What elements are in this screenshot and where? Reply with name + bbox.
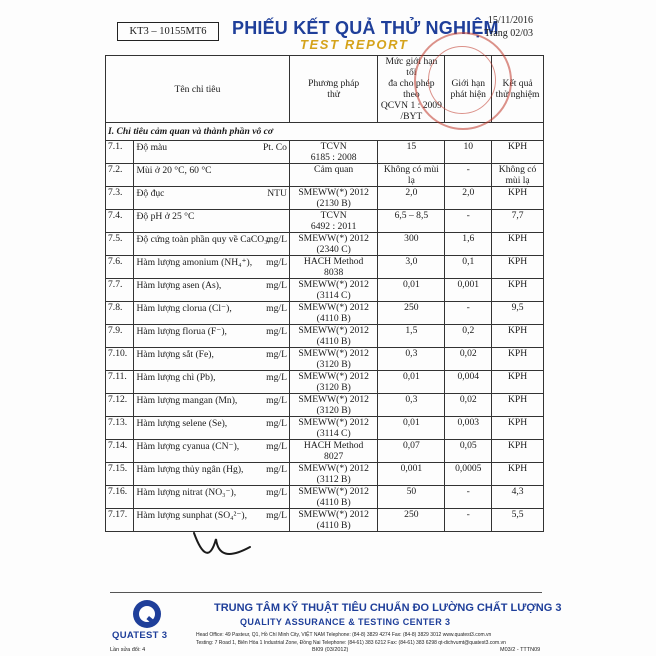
method-line: SMEWW(*) 2012 <box>298 187 369 198</box>
parameter-unit: Pt. Co <box>262 142 287 153</box>
parameter-unit: mg/L <box>266 441 287 452</box>
table-row <box>106 463 544 486</box>
parameter-name: Hàm lượng thủy ngân (Hg), <box>136 464 244 475</box>
method-line: (3114 C) <box>316 290 351 301</box>
row-method <box>289 187 377 210</box>
row-result <box>492 417 544 440</box>
row-parameter <box>134 302 289 325</box>
parameter-unit: mg/L <box>266 418 287 429</box>
col-header-limit-line: /BYT <box>400 111 423 122</box>
row-parameter <box>134 417 289 440</box>
parameter-name: Hàm lượng amonium (NH₄⁺), <box>136 257 253 268</box>
method-line: SMEWW(*) 2012 <box>298 394 369 405</box>
parameter-name: Hàm lượng mangan (Mn), <box>136 395 238 406</box>
row-method <box>289 348 377 371</box>
row-limit: 250 <box>378 302 445 325</box>
row-detection-limit: 10 <box>445 141 492 164</box>
col-header-result-line: Kết quả <box>502 78 533 89</box>
table-row <box>106 440 544 463</box>
row-method <box>289 210 377 233</box>
row-number: 7.2. <box>106 164 134 187</box>
table-row <box>106 164 544 187</box>
method-line: (4110 B) <box>316 336 351 347</box>
row-limit: 3,0 <box>378 256 445 279</box>
row-limit: 250 <box>378 509 445 532</box>
result-line: KPH <box>507 279 528 290</box>
footer-org-en: QUALITY ASSURANCE & TESTING CENTER 3 <box>240 617 451 627</box>
parameter-unit: mg/L <box>266 487 287 498</box>
table-row <box>106 509 544 532</box>
row-method <box>289 325 377 348</box>
table-row <box>106 371 544 394</box>
row-detection-limit: 1,6 <box>445 233 492 256</box>
row-result <box>492 164 544 187</box>
method-line: (3120 B) <box>316 382 351 393</box>
row-number: 7.17. <box>106 509 134 532</box>
method-line: 8027 <box>324 451 344 462</box>
table-row <box>106 302 544 325</box>
method-line: 6492 : 2011 <box>310 221 357 232</box>
parameter-unit: mg/L <box>266 326 287 337</box>
row-number: 7.4. <box>106 210 134 233</box>
row-result <box>492 486 544 509</box>
row-number: 7.5. <box>106 233 134 256</box>
col-header-result-line: thử nghiệm <box>495 89 540 100</box>
report-page-number: Trang 02/03 <box>484 28 533 39</box>
row-method <box>289 440 377 463</box>
row-number: 7.15. <box>106 463 134 486</box>
method-line: (3120 B) <box>316 405 351 416</box>
parameter-unit: mg/L <box>266 257 287 268</box>
row-number: 7.1. <box>106 141 134 164</box>
result-line: KPH <box>507 233 528 244</box>
row-number: 7.13. <box>106 417 134 440</box>
parameter-name: Hàm lượng cyanua (CN⁻), <box>136 441 240 452</box>
method-line: SMEWW(*) 2012 <box>298 371 369 382</box>
row-result <box>492 210 544 233</box>
parameter-unit: mg/L <box>266 510 287 521</box>
row-number: 7.7. <box>106 279 134 302</box>
parameter-name: Độ pH ở 25 °C <box>136 211 195 222</box>
report-title-vn: PHIẾU KẾT QUẢ THỬ NGHIỆM <box>232 18 499 38</box>
row-parameter <box>134 279 289 302</box>
result-line: 7,7 <box>511 210 524 221</box>
row-limit: 300 <box>378 233 445 256</box>
row-detection-limit: 0,02 <box>445 394 492 417</box>
row-parameter <box>134 348 289 371</box>
row-limit: 0,01 <box>378 417 445 440</box>
method-line: SMEWW(*) 2012 <box>298 233 369 244</box>
method-line: (3120 B) <box>316 359 351 370</box>
row-method <box>289 256 377 279</box>
table-row <box>106 210 544 233</box>
result-line: KPH <box>507 440 528 451</box>
parameter-name: Mùi ở 20 °C, 60 °C <box>136 165 212 176</box>
result-line: KPH <box>507 325 528 336</box>
result-line: Không có <box>498 164 537 175</box>
method-line: TCVN <box>320 210 347 221</box>
parameter-unit: mg/L <box>266 372 287 383</box>
row-method <box>289 141 377 164</box>
row-detection-limit: 0,02 <box>445 348 492 371</box>
row-detection-limit: 0,004 <box>445 371 492 394</box>
method-line: 8038 <box>324 267 344 278</box>
row-limit: 50 <box>378 486 445 509</box>
result-line: KPH <box>507 463 528 474</box>
row-detection-limit: - <box>445 486 492 509</box>
row-detection-limit: 0,05 <box>445 440 492 463</box>
row-detection-limit: 2,0 <box>445 187 492 210</box>
row-number: 7.16. <box>106 486 134 509</box>
method-line: SMEWW(*) 2012 <box>298 417 369 428</box>
row-method <box>289 417 377 440</box>
row-result <box>492 325 544 348</box>
row-detection-limit: - <box>445 509 492 532</box>
table-row <box>106 417 544 440</box>
row-result <box>492 256 544 279</box>
row-result <box>492 348 544 371</box>
row-result <box>492 279 544 302</box>
col-header-method-line: thử <box>327 89 340 100</box>
row-number: 7.14. <box>106 440 134 463</box>
result-line: KPH <box>507 256 528 267</box>
method-line: (4110 B) <box>316 313 351 324</box>
table-row <box>106 187 544 210</box>
row-method <box>289 371 377 394</box>
col-header-mdl-line: Giới hạn <box>451 78 486 89</box>
signature-mark <box>188 525 258 565</box>
method-line: (2130 B) <box>316 198 351 209</box>
row-limit: Không có mùi lạ <box>378 164 445 187</box>
method-line: (3112 B) <box>316 474 351 485</box>
row-parameter <box>134 325 289 348</box>
parameter-unit: mg/L <box>266 280 287 291</box>
row-result <box>492 371 544 394</box>
col-header-limit-line: Mức giới hạn tối <box>385 56 438 78</box>
row-limit: 0,01 <box>378 371 445 394</box>
row-result <box>492 463 544 486</box>
row-detection-limit: 0,001 <box>445 279 492 302</box>
row-parameter <box>134 486 289 509</box>
parameter-unit: NTU <box>267 188 287 199</box>
parameter-name: Hàm lượng nitrat (NO₃⁻), <box>136 487 237 498</box>
row-method <box>289 509 377 532</box>
row-method <box>289 279 377 302</box>
footer-divider <box>110 592 542 593</box>
result-line: KPH <box>507 394 528 405</box>
row-limit: 6,5 – 8,5 <box>378 210 445 233</box>
table-row <box>106 233 544 256</box>
method-line: HACH Method <box>303 440 364 451</box>
result-line: KPH <box>507 187 528 198</box>
table-row <box>106 325 544 348</box>
row-detection-limit: 0,003 <box>445 417 492 440</box>
method-line: HACH Method <box>303 256 364 267</box>
row-result <box>492 187 544 210</box>
footer-edition: Lần sửa đổi: 4 <box>110 647 146 653</box>
row-result <box>492 440 544 463</box>
row-detection-limit: - <box>445 164 492 187</box>
method-line: SMEWW(*) 2012 <box>298 463 369 474</box>
row-limit: 15 <box>378 141 445 164</box>
parameter-unit: mg/L <box>266 464 287 475</box>
parameter-unit: mg/L <box>266 395 287 406</box>
row-limit: 0,3 <box>378 348 445 371</box>
parameter-name: Hàm lượng sunphat (SO₄²⁻), <box>136 510 248 521</box>
row-result <box>492 233 544 256</box>
row-detection-limit: - <box>445 210 492 233</box>
col-header-limit-line: đa cho phép theo <box>388 78 435 100</box>
row-method <box>289 302 377 325</box>
row-parameter <box>134 440 289 463</box>
logo-text: QUATEST 3 <box>112 630 168 641</box>
row-limit: 0,001 <box>378 463 445 486</box>
row-number: 7.8. <box>106 302 134 325</box>
method-line: (4110 B) <box>316 497 351 508</box>
table-row <box>106 486 544 509</box>
row-method <box>289 463 377 486</box>
row-number: 7.6. <box>106 256 134 279</box>
parameter-name: Hàm lượng asen (As), <box>136 280 222 291</box>
row-method <box>289 164 377 187</box>
row-detection-limit: 0,0005 <box>445 463 492 486</box>
parameter-name: Hàm lượng sắt (Fe), <box>136 349 214 360</box>
parameter-unit: mg/L <box>266 303 287 314</box>
row-parameter <box>134 210 289 233</box>
stamp-inner-ring <box>428 46 496 114</box>
result-line: 9,5 <box>511 302 524 313</box>
table-row <box>106 256 544 279</box>
table-row <box>106 141 544 164</box>
method-line: 6185 : 2008 <box>310 152 357 163</box>
row-limit: 2,0 <box>378 187 445 210</box>
result-line: 5,5 <box>511 509 524 520</box>
parameter-name: Độ đục <box>136 188 165 199</box>
result-line: 4,3 <box>511 486 524 497</box>
method-line: SMEWW(*) 2012 <box>298 279 369 290</box>
footer-address-head-office: Head Office: 49 Pasteur, Q1, Hồ Chí Minh City, VIỆT NAM Telephone: (84-8) 3829 4274 Fax: (84-8) 3829 3012 www.quatest3.com.vn <box>196 632 492 638</box>
parameter-name: Hàm lượng selene (Se), <box>136 418 228 429</box>
parameter-name: Độ màu <box>136 142 168 153</box>
method-line: SMEWW(*) 2012 <box>298 325 369 336</box>
row-limit: 0,07 <box>378 440 445 463</box>
result-line: mùi lạ <box>505 175 530 186</box>
row-number: 7.9. <box>106 325 134 348</box>
section-title: I. Chỉ tiêu cảm quan và thành phần vô cơ <box>106 123 544 141</box>
result-line: KPH <box>507 348 528 359</box>
col-header-limit-line: QCVN 1 : 2009 <box>380 100 442 111</box>
footer-form-code: BI09 (03/2012) <box>312 647 349 653</box>
result-line: KPH <box>507 141 528 152</box>
table-row <box>106 394 544 417</box>
row-parameter <box>134 233 289 256</box>
row-parameter <box>134 256 289 279</box>
row-number: 7.12. <box>106 394 134 417</box>
footer-page-code: M03/2 - TTTN09 <box>500 647 541 653</box>
method-line: (2340 C) <box>316 244 351 255</box>
method-line: TCVN <box>320 141 347 152</box>
row-detection-limit: 0,2 <box>445 325 492 348</box>
row-parameter <box>134 371 289 394</box>
row-method <box>289 486 377 509</box>
parameter-unit: mg/L <box>266 234 287 245</box>
col-header-name: Tên chỉ tiêu <box>106 56 290 123</box>
method-line: SMEWW(*) 2012 <box>298 486 369 497</box>
row-number: 7.3. <box>106 187 134 210</box>
parameter-name: Hàm lượng florua (F⁻), <box>136 326 227 337</box>
row-method <box>289 394 377 417</box>
report-date: 15/11/2016 <box>487 15 533 26</box>
row-parameter <box>134 164 289 187</box>
result-line: KPH <box>507 417 528 428</box>
footer-address-testing: Testing: 7 Road 1, Biên Hòa 1 Industrial Zone, Đồng Nai Telephone: (84-61) 383 6212 Fax: (84-61) 383 6298 qt-dichvumt@quatest3.com.vn <box>196 640 506 646</box>
row-result <box>492 302 544 325</box>
parameter-name: Độ cứng toàn phần quy về CaCO₃, <box>136 234 270 245</box>
row-number: 7.11. <box>106 371 134 394</box>
parameter-name: Hàm lượng clorua (Cl⁻), <box>136 303 232 314</box>
method-line: SMEWW(*) 2012 <box>298 509 369 520</box>
row-result <box>492 509 544 532</box>
result-line: KPH <box>507 371 528 382</box>
parameter-unit: mg/L <box>266 349 287 360</box>
method-line: Cảm quan <box>314 164 354 175</box>
row-parameter <box>134 187 289 210</box>
table-row <box>106 348 544 371</box>
row-number: 7.10. <box>106 348 134 371</box>
report-code: KT3 – 10155MT6 <box>117 22 219 41</box>
parameter-name: Hàm lượng chì (Pb), <box>136 372 216 383</box>
method-line: (3114 C) <box>316 428 351 439</box>
method-line: (4110 B) <box>316 520 351 531</box>
method-line: SMEWW(*) 2012 <box>298 302 369 313</box>
row-result <box>492 141 544 164</box>
row-parameter <box>134 463 289 486</box>
row-limit: 0,3 <box>378 394 445 417</box>
footer-org-vn: TRUNG TÂM KỸ THUẬT TIÊU CHUẨN ĐO LƯỜNG CHẤT LƯỢNG 3 <box>214 602 562 614</box>
table-row <box>106 279 544 302</box>
row-detection-limit: 0,1 <box>445 256 492 279</box>
col-header-method-line: Phương pháp <box>308 78 360 89</box>
row-limit: 0,01 <box>378 279 445 302</box>
row-result <box>492 394 544 417</box>
col-header-method <box>289 56 377 123</box>
report-title-en: TEST REPORT <box>300 37 409 52</box>
row-detection-limit: - <box>445 302 492 325</box>
row-parameter <box>134 141 289 164</box>
col-header-mdl-line: phát hiện <box>450 89 486 100</box>
row-parameter <box>134 394 289 417</box>
row-limit: 1,5 <box>378 325 445 348</box>
row-method <box>289 233 377 256</box>
method-line: SMEWW(*) 2012 <box>298 348 369 359</box>
official-stamp <box>414 32 512 130</box>
